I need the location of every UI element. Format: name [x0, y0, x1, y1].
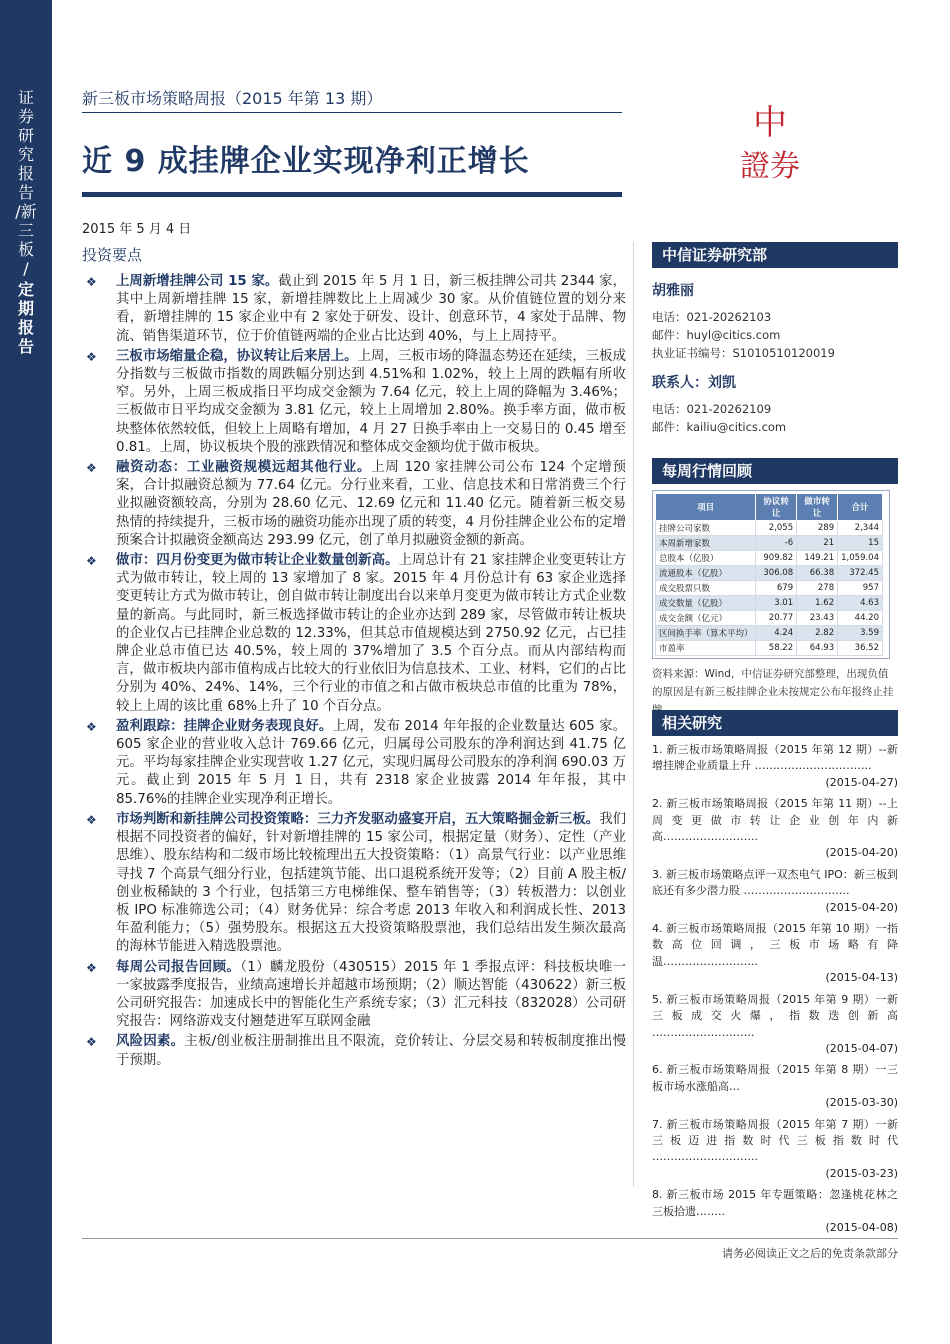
contact-email[interactable]: 邮件：kailiu@citics.com: [652, 420, 787, 434]
key-point-lead: 市场判断和新挂牌公司投资策略：三力齐发驱动盛宴开启，五大策略掘金新三板。: [116, 811, 600, 827]
analyst-phone: 电话：021-20262103: [652, 310, 772, 324]
table-cell: 306.08: [756, 566, 797, 581]
table-cell: 成交股票只数: [656, 581, 756, 596]
diamond-bullet-icon: ❖: [86, 812, 97, 827]
table-cell: 流通股本（亿股）: [656, 566, 756, 581]
key-point-text: 上周，三板市场的降温态势还在延续，三板成分指数与三板做市指数的周跌幅分别达到 4.51%和 1.02%，较上上周的跌幅有所收窄。另外，上周三板成指日平均成交金额为 7.64 亿元，较上上周的降幅为 3.46%；三板做市日平均成交金额为 3.81 亿元，较上上周增加 2.80%。换手率方面，做市板块整体依然较低，但较上上周略有增加，4 月 27 日换手率由上一交易日的 0.45 增至 0.81。上周，协议板块个股的涨跌情况和整体成交金额均优于做市板块。: [116, 348, 626, 455]
page-title: 近 9 成挂牌企业实现净利正增长: [82, 144, 530, 179]
table-header-row: [656, 494, 883, 521]
related-research-date: (2015-04-20): [825, 900, 898, 914]
title-divider: [82, 192, 622, 197]
related-research-item[interactable]: [652, 921, 898, 987]
sidebar-text: 证券研究报告 /新三板 /: [15, 88, 37, 278]
related-research-title: 7. 新三板市场策略周报（2015 年第 7 期）一新三板迈进指数时代三板指数时代 ………………………..: [652, 1117, 898, 1164]
table-cell: 2,055: [756, 521, 797, 536]
table-cell: 20.77: [756, 611, 797, 626]
table-cell: 44.20: [838, 611, 883, 626]
key-point: [86, 959, 626, 1032]
diamond-bullet-icon: ❖: [86, 554, 97, 569]
diamond-bullet-icon: ❖: [86, 349, 97, 364]
table-cell: 21: [797, 536, 838, 551]
weekly-market-panel: [652, 458, 898, 719]
key-point: [86, 811, 626, 957]
table-row: [656, 611, 883, 626]
key-point-lead: 融资动态：工业融资规模远超其他行业。: [116, 460, 372, 476]
sidebar-label: [14, 88, 38, 356]
contact-name: 联系人：刘凯: [652, 375, 736, 391]
weekly-market-heading: 每周行情回顾: [652, 458, 898, 484]
diamond-bullet-icon: ❖: [86, 719, 97, 734]
key-point-text: 我们根据不同投资者的偏好，针对新增挂牌的 15 家公司，根据定量（财务）、定性（产业思维）、股东结构和二级市场比较梳理出五大投资策略：（1）高景气行业：以产业思维寻找 7 个高景气细分行业，包括建筑节能、出口退税系统开发等；（2）目前 A 股主板/创业板稀缺的 3 个行业，包括第三方电梯维保、整车销售等；（3）转板潜力：以创业板 IPO 标准筛选公司；（4）财务优异：综合考虑 2013 年收入和利润成长性、2013 年盈利能力；（5）强势股东。根据这五大投资策略股票池，我们总结出发生频次最高的海林节能进入精选股票池。: [116, 811, 626, 955]
diamond-bullet-icon: ❖: [86, 461, 97, 476]
key-point-text: （1）麟龙股份（430515）2015 年 1 季报点评：科技板块唯一一家披露季度报告，业绩高速增长并超越市场预期；（2）顺达智能（430622）新三板公司研究报告：加速成长中的智能化生产系统专家；（3）汇元科技（832028）公司研究报告：网络游戏支付翘楚进军互联网金融: [116, 959, 627, 1030]
key-point-text: 主板/创业板注册制推出且不限流，竞价转让、分层交易和转板制度推出慢于预期。: [116, 1034, 626, 1068]
table-row: [656, 596, 883, 611]
key-points-list: [86, 273, 626, 1072]
related-research-date: (2015-04-13): [825, 971, 898, 985]
related-research-date: (2015-04-20): [825, 846, 898, 860]
related-research-title: 4. 新三板市场策略周报（2015 年第 10 期）一指数高位回调，三板市场略有降温……………………..: [652, 922, 898, 968]
key-point: [86, 552, 626, 716]
table-row: [656, 626, 883, 641]
related-research-title: 2. 新三板市场策略周报（2015 年第 11 期）--上周变更做市转让企业创年内新高……………………..: [652, 797, 898, 844]
report-series: 新三板市场策略周报（2015 年第 13 期）: [82, 89, 383, 108]
table-cell: 149.21: [797, 551, 838, 566]
key-point-text: 上周 120 家挂牌公司公布 124 个定增预案，合计拟融资总额为 77.64 亿元。分行业来看，工业、信息技术和日常消费三个行业拟融资额较高，分别为 28.60 亿元、12.69 亿元和 11.40 亿元。随着新三板交易热情的持续提升，三板市场的融资功能亦出现了质的转变，4 月份挂牌企业公布的定增预案合计拟融资金额高达 293.99 亿元，创了单月拟融资金额的新高。: [116, 460, 626, 548]
table-cell: 278: [797, 581, 838, 596]
table-cell: 1.62: [797, 596, 838, 611]
svg-text:中: 中: [753, 103, 787, 143]
table-cell: 23.43: [797, 611, 838, 626]
table-cell: 4.24: [756, 626, 797, 641]
table-cell: 58.22: [756, 641, 797, 656]
table-cell: 挂牌公司家数: [656, 521, 756, 536]
report-date: 2015 年 5 月 4 日: [82, 222, 192, 237]
table-cell: 3.59: [838, 626, 883, 641]
market-table: [655, 493, 883, 656]
table-cell: 957: [838, 581, 883, 596]
table-cell: 66.38: [797, 566, 838, 581]
key-point-lead: 三板市场缩量企稳，协议转让后来居上。: [116, 348, 358, 364]
table-cell: 15: [838, 536, 883, 551]
table-row: [656, 521, 883, 536]
summary-heading: 投资要点: [82, 246, 143, 264]
table-cell: 成交金额（亿元）: [656, 611, 756, 626]
diamond-bullet-icon: ❖: [86, 275, 97, 289]
research-dept-panel: [652, 242, 898, 436]
related-research-item[interactable]: [652, 1062, 898, 1111]
key-point: [86, 273, 626, 346]
table-row: [656, 581, 883, 596]
analyst-name: 胡雅丽: [652, 283, 694, 299]
related-research-title: 5. 新三板市场策略周报（2015 年第 9 期）一新三板成交火爆，指数迭创新高 ……………………….: [652, 992, 898, 1039]
key-point: [86, 348, 626, 457]
related-research-panel: [652, 710, 898, 1241]
table-row: [656, 641, 883, 656]
table-cell: 36.52: [838, 641, 883, 656]
table-cell: 64.93: [797, 641, 838, 656]
column-header: 协议转让: [756, 494, 797, 521]
footer-divider: [82, 1238, 898, 1239]
diamond-bullet-icon: ❖: [86, 960, 97, 975]
table-cell: 3.01: [756, 596, 797, 611]
table-cell: 市盈率: [656, 641, 756, 656]
key-point: [86, 1033, 626, 1069]
table-cell: 区间换手率（算术平均）: [656, 626, 756, 641]
analyst-email[interactable]: 邮件：huyl@citics.com: [652, 328, 781, 342]
related-research-item[interactable]: [652, 1187, 898, 1236]
table-cell: 成交数量（亿股）: [656, 596, 756, 611]
related-research-date: (2015-04-07): [825, 1041, 898, 1055]
research-dept-heading: 中信证券研究部: [652, 242, 898, 268]
table-cell: 372.45: [838, 566, 883, 581]
svg-text:證券: 證券: [740, 149, 800, 182]
related-research-item[interactable]: [652, 992, 898, 1058]
key-point-text: 上周总计有 21 家挂牌企业变更转让方式为做市转让，较上周的 13 家增加了 8 家。2015 年 4 月份总计有 63 家企业选择变更转让方式为做市转让，创自做市转让制度出台以来单月变更为做市转让方式企业数量的新高。与此同时，新三板选择做市转让的企业亦达到 289 家，尽管做市转让板块的企业仅占已挂牌企业总数的 12.33%，但其总市值规模达到 2750.92 亿元，占已挂牌企业总市值已达 40.5%，较上周的 37%增加了 3.5 个百分点。而从内部结构而言，做市板块内部市值构成占比较大的行业依旧为信息技术、工业、材料，它们的占比分别为 40%、24%、14%，三个行业的市值之和占做市板块总市值的比重为 78%，较上上周的该比重 68%上升了 10 个百分点。: [116, 553, 627, 714]
diamond-bullet-icon: ❖: [86, 1035, 97, 1050]
table-cell: 679: [756, 581, 797, 596]
analyst-license: 执业证书编号：S1010510120019: [652, 346, 835, 360]
table-cell: 4.63: [838, 596, 883, 611]
related-research-item[interactable]: [652, 742, 898, 791]
citic-securities-logo: [724, 96, 816, 182]
related-research-date: (2015-03-23): [825, 1166, 898, 1180]
key-point-lead: 盈利跟踪：挂牌企业财务表现良好。: [116, 718, 333, 734]
related-research-date: (2015-03-30): [825, 1096, 898, 1110]
related-research-title: 6. 新三板市场策略周报（2015 年第 8 期）一三板市场水涨船高…: [652, 1063, 898, 1093]
table-row: [656, 566, 883, 581]
related-research-heading: 相关研究: [652, 710, 898, 736]
table-source-note: 资料来源：Wind，中信证券研究部整理，出现负值的原因是有新三板挂牌企业未按规定公布年报终止挂: [652, 668, 894, 698]
column-header: 项目: [656, 494, 756, 521]
table-cell: 2.82: [797, 626, 838, 641]
table-row: [656, 536, 883, 551]
related-research-list: [652, 742, 898, 1236]
header-divider: [82, 112, 622, 113]
key-point-lead: 风险因素。: [116, 1034, 185, 1050]
key-point-text: 截止到 2015 年 5 月 1 日，新三板挂牌公司共 2344 家，其中上周新增挂牌 15 家，新增挂牌数比上上周减少 30 家。从价值链位置的划分来看，新增挂牌的 15 家企业中有 2 家处于研发、设计、创意环节，4 家处于品牌、物流、销售渠道环节，位于价值链两端的企业占比达到 40%，与上上周持平。: [116, 274, 626, 344]
related-research-title: 3. 新三板市场策略点评一双杰电气 IPO：新三板到底还有多少潜力股 ………………………..: [652, 867, 898, 898]
related-research-date: (2015-04-08): [825, 1220, 898, 1234]
related-research-item[interactable]: [652, 1117, 898, 1183]
column-divider: [633, 242, 634, 1187]
table-cell: 909.82: [756, 551, 797, 566]
table-cell: 2,344: [838, 521, 883, 536]
column-header: 做市转让: [797, 494, 838, 521]
column-header: 合计: [838, 494, 883, 521]
related-research-date: (2015-04-27): [825, 775, 898, 789]
table-cell: -6: [756, 536, 797, 551]
table-cell: 289: [797, 521, 838, 536]
related-research-item[interactable]: [652, 796, 898, 862]
related-research-title: 1. 新三板市场策略周报（2015 年第 12 期）--新增挂牌企业质量上升 …………………………..: [652, 743, 898, 773]
related-research-title: 8. 新三板市场 2015 年专题策略：忽逢桃花林之三板拾遗……..: [652, 1188, 898, 1218]
key-point: [86, 718, 626, 809]
market-table-frame: [652, 490, 890, 659]
key-point: [86, 459, 626, 550]
disclaimer-footer: 请务必阅读正文之后的免责条款部分: [722, 1247, 898, 1260]
logo-seal-icon: [724, 96, 816, 182]
table-cell: 1,059.04: [838, 551, 883, 566]
key-point-lead: 上周新增挂牌公司 15 家。: [116, 274, 279, 289]
table-row: [656, 551, 883, 566]
related-research-item[interactable]: [652, 867, 898, 916]
key-point-text: 上周，发布 2014 年年报的企业数量达 605 家。605 家企业的营业收入总计 769.66 亿元，归属母公司股东的净利润达到 41.75 亿元。平均每家挂牌企业实现营收 1.27 亿元，实现归属母公司股东的净利润 690.03 万元。截止到 2015 年 5 月 1 日，共有 2318 家企业披露 2014 年年报，其中 85.76%的挂牌企业实现净利正增长。: [116, 718, 627, 807]
table-cell: 本周新增家数: [656, 536, 756, 551]
table-cell: 总股本（亿股）: [656, 551, 756, 566]
key-point-lead: 每周公司报告回顾。: [116, 959, 241, 975]
contact-phone: 电话：021-20262109: [652, 402, 772, 416]
sidebar-bold-text: 定期报告: [17, 280, 34, 356]
key-point-lead: 做市：四月份变更为做市转让企业数量创新高。: [116, 553, 399, 569]
left-sidebar: [0, 0, 52, 1344]
